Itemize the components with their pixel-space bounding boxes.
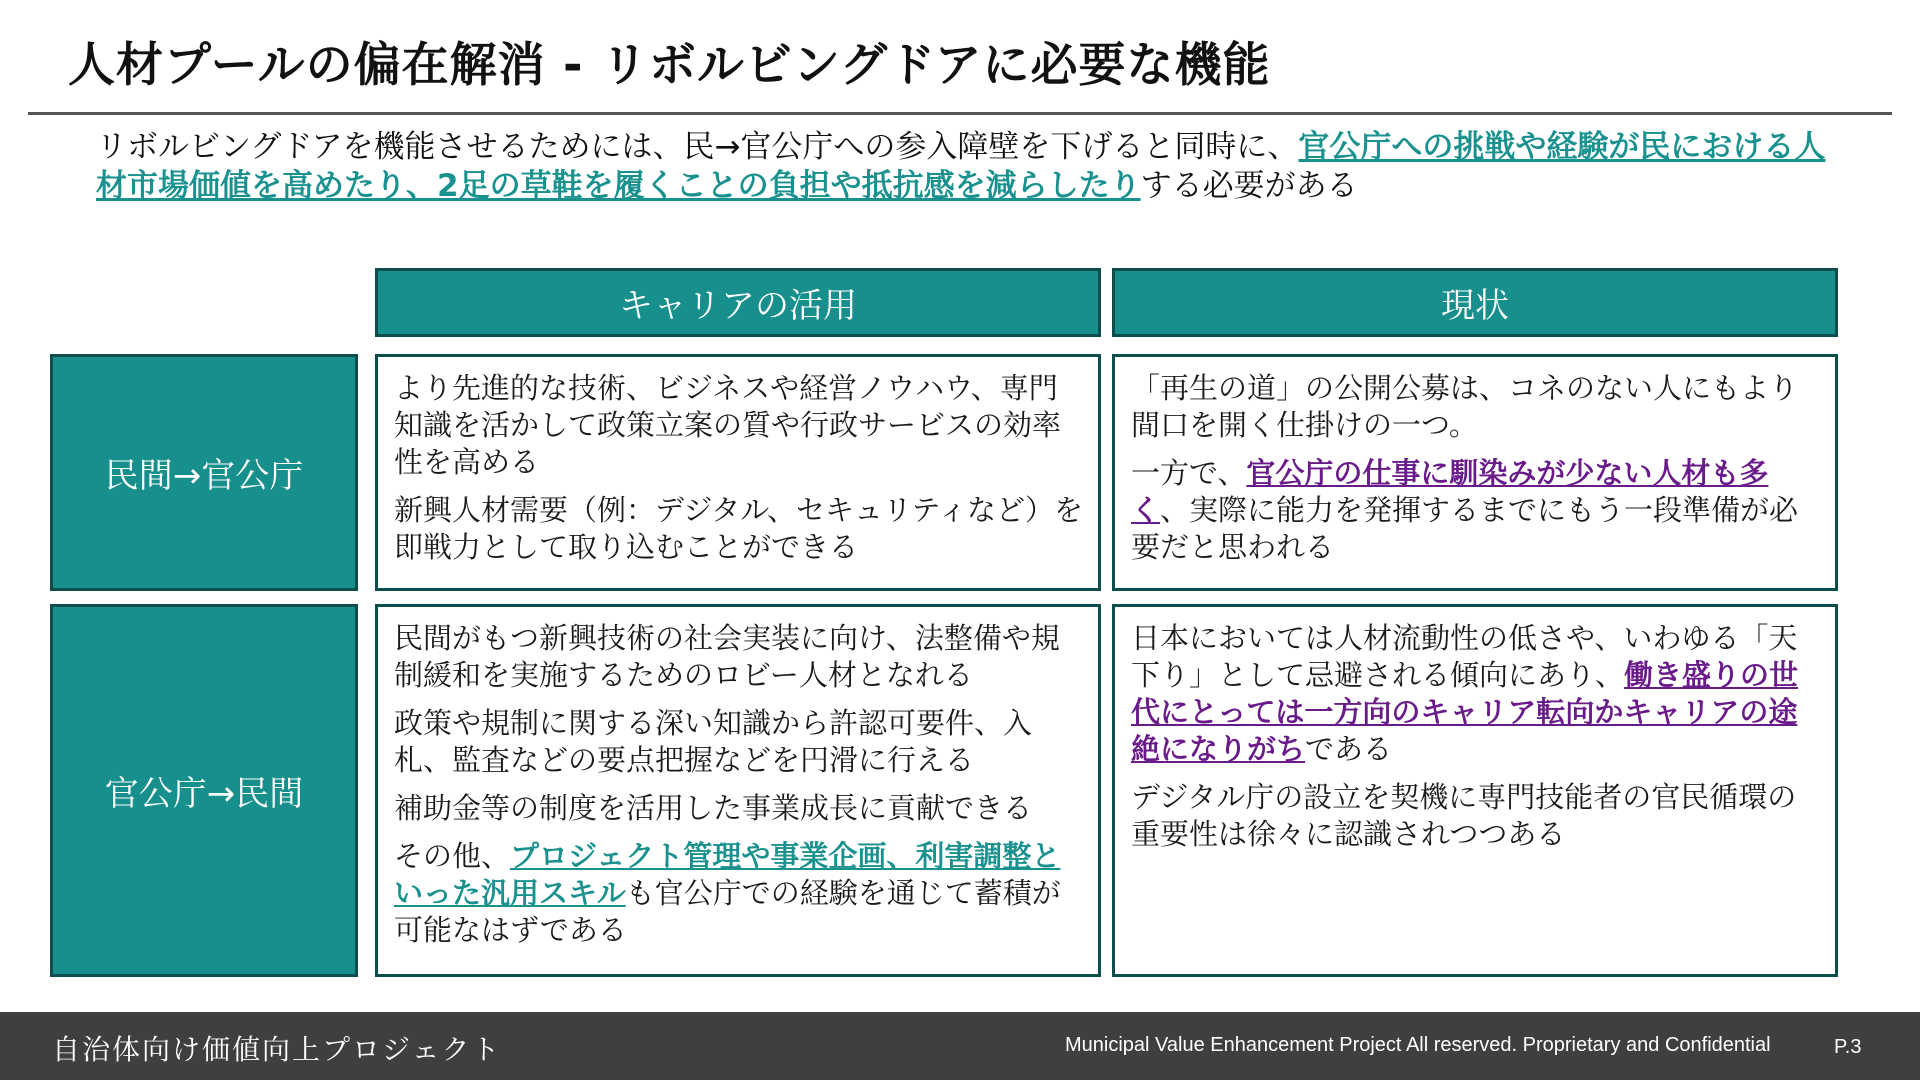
status-highlight: 官公庁の仕事に馴染みが少ない人材も多く — [1131, 456, 1769, 527]
intro-text-part1: リボルビングドアを機能させるためには、民→官公庁への参入障壁を下げると同時に、 — [96, 129, 1299, 165]
cell-text: 日本においては人材流動性の低さや、いわゆる「天下り」として忌避される傾向にあり、 — [1131, 621, 1798, 692]
intro-text — [96, 128, 1836, 206]
row-header-public-to-private: 官公庁→民間 — [50, 604, 358, 977]
title-divider — [28, 112, 1892, 115]
row-header-private-to-public: 民間→官公庁 — [50, 354, 358, 591]
status-highlight: 働き盛りの世代にとっては一方向のキャリア転向かキャリアの途絶になりがち — [1131, 658, 1799, 766]
cell-private-to-public-career — [375, 354, 1101, 591]
cell-paragraph: より先進的な技術、ビジネスや経営ノウハウ、専門知識を活かして政策立案の質や行政サービスの効率性を高める — [394, 371, 1062, 479]
column-header-career: キャリアの活用 — [375, 268, 1101, 337]
footer-bar — [0, 1012, 1920, 1080]
cell-paragraph — [1131, 620, 1821, 768]
intro-highlight: 官公庁への挑戦や経験が民における人材市場価値を高めたり、2足の草鞋を履くことの負担や抵抗感を減らしたり — [96, 129, 1826, 204]
cell-private-to-public-status — [1112, 354, 1838, 591]
cell-paragraph: 補助金等の制度を活用した事業成長に貢献できる — [394, 791, 1033, 825]
column-header-status: 現状 — [1112, 268, 1838, 337]
cell-paragraph: 「再生の道」の公開公募は、コネのない人にもより間口を開く仕掛けの一つ。 — [1131, 371, 1799, 442]
page-title: 人材プールの偏在解消 - リボルビングドアに必要な機能 — [68, 38, 1271, 93]
cell-paragraph: 政策や規制に関する深い知識から許認可要件、入札、監査などの要点把握などを円滑に行える — [394, 706, 1033, 777]
cell-paragraph — [394, 838, 1084, 949]
footer-copyright: Municipal Value Enhancement Project All reserved. Proprietary and Confidential — [1065, 1034, 1771, 1056]
cell-text: 、実際に能力を発揮するまでにもう一段準備が必要だと思われる — [1131, 493, 1799, 564]
cell-text: である — [1305, 732, 1393, 766]
intro-text-part2: する必要がある — [1140, 168, 1358, 204]
cell-text: も官公庁での経験を通じて蓄積が可能なはずである — [394, 876, 1061, 947]
career-highlight: プロジェクト管理や事業企画、利害調整といった汎用スキル — [394, 839, 1061, 910]
cell-public-to-private-status — [1112, 604, 1838, 977]
cell-public-to-private-career — [375, 604, 1101, 977]
cell-text: 一方で、 — [1131, 456, 1247, 490]
cell-paragraph: デジタル庁の設立を契機に専門技能者の官民循環の重要性は徐々に認識されつつある — [1131, 780, 1797, 851]
footer-project-name: 自治体向け価値向上プロジェクト — [52, 1033, 502, 1066]
cell-text: その他、 — [394, 839, 511, 873]
cell-paragraph — [1131, 455, 1821, 566]
cell-paragraph: 新興人材需要（例：デジタル、セキュリティなど）を即戦力として取り込むことができる — [394, 493, 1084, 564]
page-number: P.3 — [1834, 1036, 1862, 1058]
cell-paragraph: 民間がもつ新興技術の社会実装に向け、法整備や規制緩和を実施するためのロビー人材となれる — [394, 621, 1060, 692]
